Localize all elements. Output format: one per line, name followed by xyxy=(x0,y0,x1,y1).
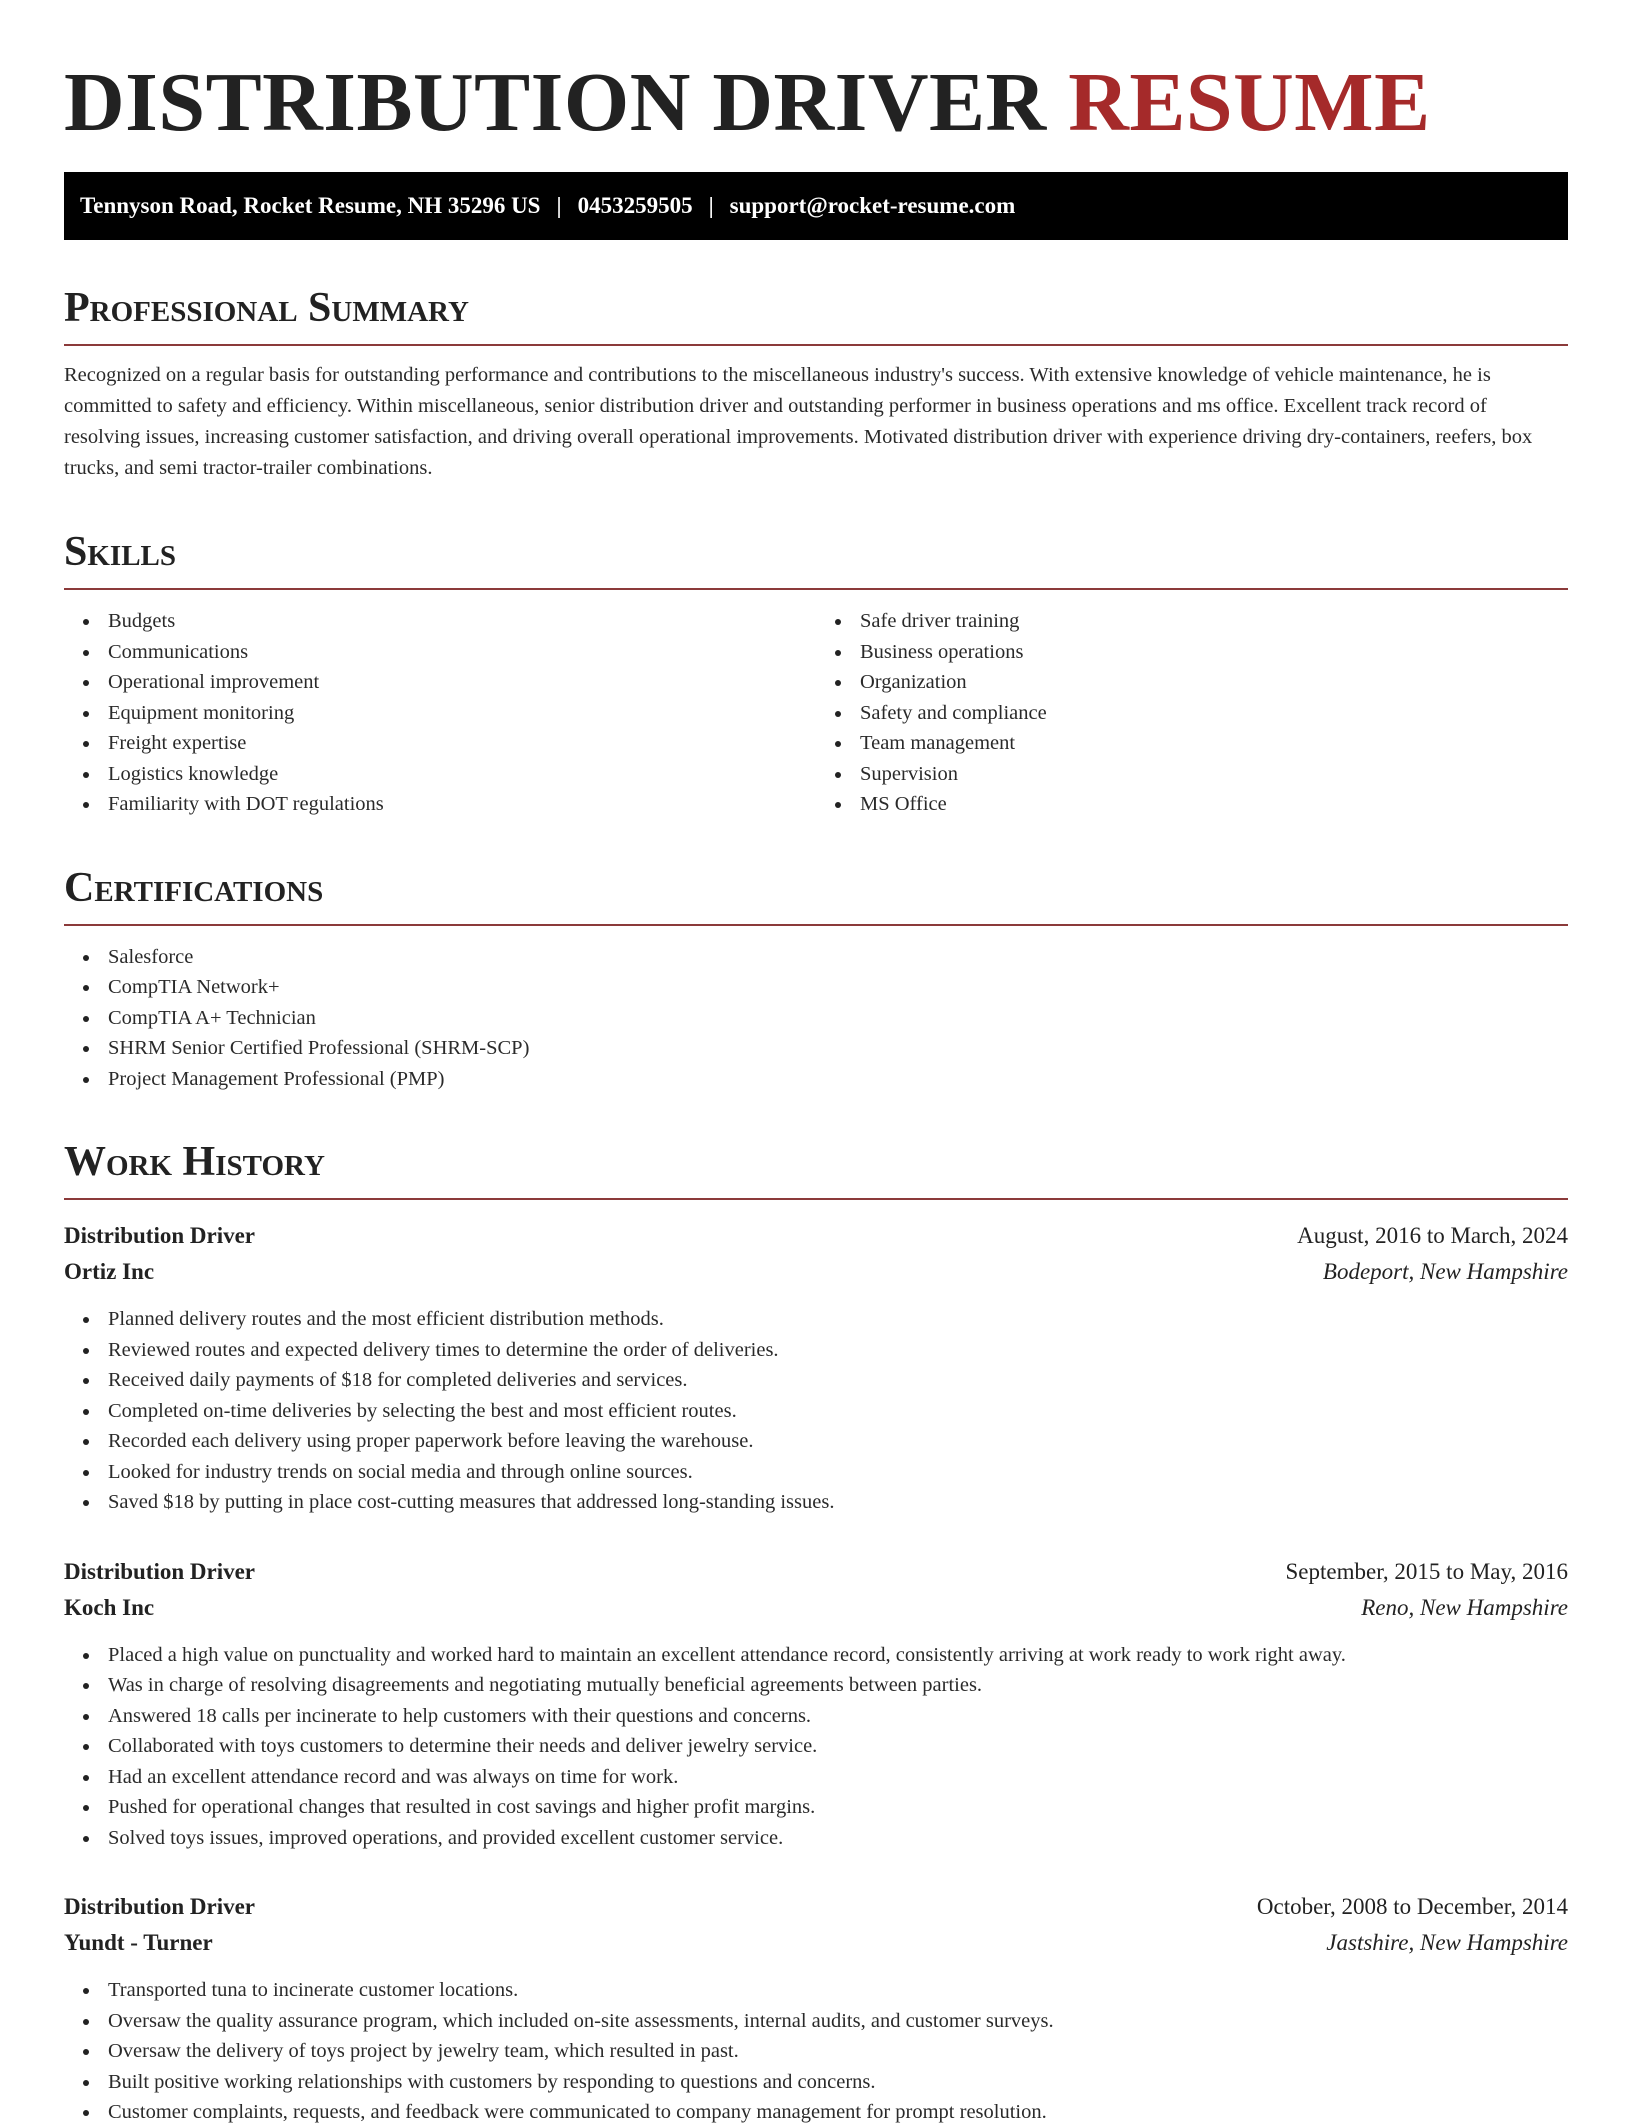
job-subheader-row xyxy=(64,1590,1568,1626)
job-location: Jastshire, New Hampshire xyxy=(1326,1930,1568,1955)
skill-item: Logistics knowledge xyxy=(108,759,816,790)
job-role: Distribution Driver xyxy=(64,1223,256,1248)
contact-separator: | xyxy=(708,193,714,218)
job-header-row xyxy=(64,1889,1568,1925)
certifications-list xyxy=(64,942,1568,1095)
contact-bar xyxy=(64,172,1568,240)
job-bullet: Answered 18 calls per incinerate to help customers with their questions and concerns. xyxy=(108,1701,1568,1732)
job-dates: September, 2015 to May, 2016 xyxy=(1285,1558,1568,1584)
job-bullet: Built positive working relationships with customers by responding to questions and concerns. xyxy=(108,2067,1568,2098)
job-bullets xyxy=(64,1640,1568,1854)
job-bullet: Pushed for operational changes that resulted in cost savings and higher profit margins. xyxy=(108,1792,1568,1823)
job-header-row xyxy=(64,1218,1568,1254)
job-bullet: Had an excellent attendance record and was always on time for work. xyxy=(108,1762,1568,1793)
job-bullets xyxy=(64,1975,1568,2128)
skill-item: Team management xyxy=(860,728,1568,759)
job-company: Ortiz Inc xyxy=(64,1259,155,1284)
job-bullet: Placed a high value on punctuality and worked hard to maintain an excellent attendance record, consistently arriving at work ready to work right away. xyxy=(108,1640,1568,1671)
skill-item: Organization xyxy=(860,667,1568,698)
job-role: Distribution Driver xyxy=(64,1558,256,1584)
skill-item: Communications xyxy=(108,637,816,668)
job-bullets xyxy=(64,1304,1568,1518)
job-location: Bodeport, New Hampshire xyxy=(1322,1259,1568,1284)
job-bullet: Transported tuna to incinerate customer locations. xyxy=(108,1975,1568,2006)
contact-phone: 0453259505 xyxy=(577,193,693,218)
job-entry xyxy=(64,1889,1568,2128)
contact-separator: | xyxy=(556,193,562,218)
job-bullet: Was in charge of resolving disagreements and negotiating mutually beneficial agreements between parties. xyxy=(108,1670,1568,1701)
resume-title xyxy=(64,58,1568,148)
skill-item: Equipment monitoring xyxy=(108,698,816,729)
certification-item: Salesforce xyxy=(108,942,1568,973)
certification-item: CompTIA A+ Technician xyxy=(108,1003,1568,1034)
title-main: DISTRIBUTION DRIVER xyxy=(64,56,1047,149)
job-entry xyxy=(64,1218,1568,1518)
certification-item: CompTIA Network+ xyxy=(108,972,1568,1003)
job-company: Koch Inc xyxy=(64,1594,155,1620)
job-location: Reno, New Hampshire xyxy=(1361,1594,1568,1620)
section-title-skills: Skills xyxy=(64,528,1568,590)
certification-item: Project Management Professional (PMP) xyxy=(108,1064,1568,1095)
skill-item: Supervision xyxy=(860,759,1568,790)
contact-address: Tennyson Road, Rocket Resume, NH 35296 US xyxy=(80,193,541,218)
section-title-certifications: Certifications xyxy=(64,864,1568,926)
job-bullet: Completed on-time deliveries by selecting the best and most efficient routes. xyxy=(108,1396,1568,1427)
job-dates: October, 2008 to December, 2014 xyxy=(1256,1894,1568,1919)
job-subheader-row xyxy=(64,1925,1568,1961)
job-bullet: Saved $18 by putting in place cost-cutting measures that addressed long-standing issues. xyxy=(108,1487,1568,1518)
skills-list-right xyxy=(816,606,1568,820)
skill-item: Familiarity with DOT regulations xyxy=(108,789,816,820)
resume-page xyxy=(64,0,1568,2128)
job-bullet: Reviewed routes and expected delivery times to determine the order of deliveries. xyxy=(108,1335,1568,1366)
skill-item: Safe driver training xyxy=(860,606,1568,637)
job-bullet: Recorded each delivery using proper paperwork before leaving the warehouse. xyxy=(108,1426,1568,1457)
job-bullet: Looked for industry trends on social media and through online sources. xyxy=(108,1457,1568,1488)
job-role: Distribution Driver xyxy=(64,1894,256,1919)
job-bullet: Solved toys issues, improved operations, and provided excellent customer service. xyxy=(108,1823,1568,1854)
skill-item: Budgets xyxy=(108,606,816,637)
job-subheader-row xyxy=(64,1254,1568,1290)
job-dates: August, 2016 to March, 2024 xyxy=(1297,1223,1568,1248)
title-accent: RESUME xyxy=(1068,56,1431,149)
job-header-row xyxy=(64,1554,1568,1590)
skill-item: Freight expertise xyxy=(108,728,816,759)
job-bullet: Collaborated with toys customers to determine their needs and deliver jewelry service. xyxy=(108,1731,1568,1762)
job-bullet: Received daily payments of $18 for completed deliveries and services. xyxy=(108,1365,1568,1396)
skills-grid xyxy=(64,590,1568,820)
summary-text: Recognized on a regular basis for outstanding performance and contributions to the miscellaneous industry's success. With extensive knowledge of vehicle maintenance, he is committed to safety and efficiency. Within miscellaneous, senior distribution driver and outstanding performer in business operations and ms office. Excellent track record of resolving issues, increasing customer satisfaction, and driving overall operational improvements. Motivated distribution driver with experience driving dry-containers, reefers, box trucks, and semi tractor-trailer combinations. xyxy=(64,364,1533,479)
job-bullet: Oversaw the delivery of toys project by jewelry team, which resulted in past. xyxy=(108,2036,1568,2067)
section-title-work-history: Work History xyxy=(64,1138,1568,1200)
skill-item: MS Office xyxy=(860,789,1568,820)
skills-list-left xyxy=(64,606,816,820)
section-title-summary: Professional Summary xyxy=(64,284,1568,346)
job-company: Yundt - Turner xyxy=(64,1930,213,1955)
job-bullet: Customer complaints, requests, and feedback were communicated to company management for prompt resolution. xyxy=(108,2097,1568,2128)
skill-item: Business operations xyxy=(860,637,1568,668)
certification-item: SHRM Senior Certified Professional (SHRM-SCP) xyxy=(108,1033,1568,1064)
skill-item: Safety and compliance xyxy=(860,698,1568,729)
skill-item: Operational improvement xyxy=(108,667,816,698)
contact-email: support@rocket-resume.com xyxy=(729,193,1016,218)
job-bullet: Oversaw the quality assurance program, which included on-site assessments, internal audits, and customer surveys. xyxy=(108,2006,1568,2037)
job-bullet: Planned delivery routes and the most efficient distribution methods. xyxy=(108,1304,1568,1335)
job-entry xyxy=(64,1554,1568,1854)
